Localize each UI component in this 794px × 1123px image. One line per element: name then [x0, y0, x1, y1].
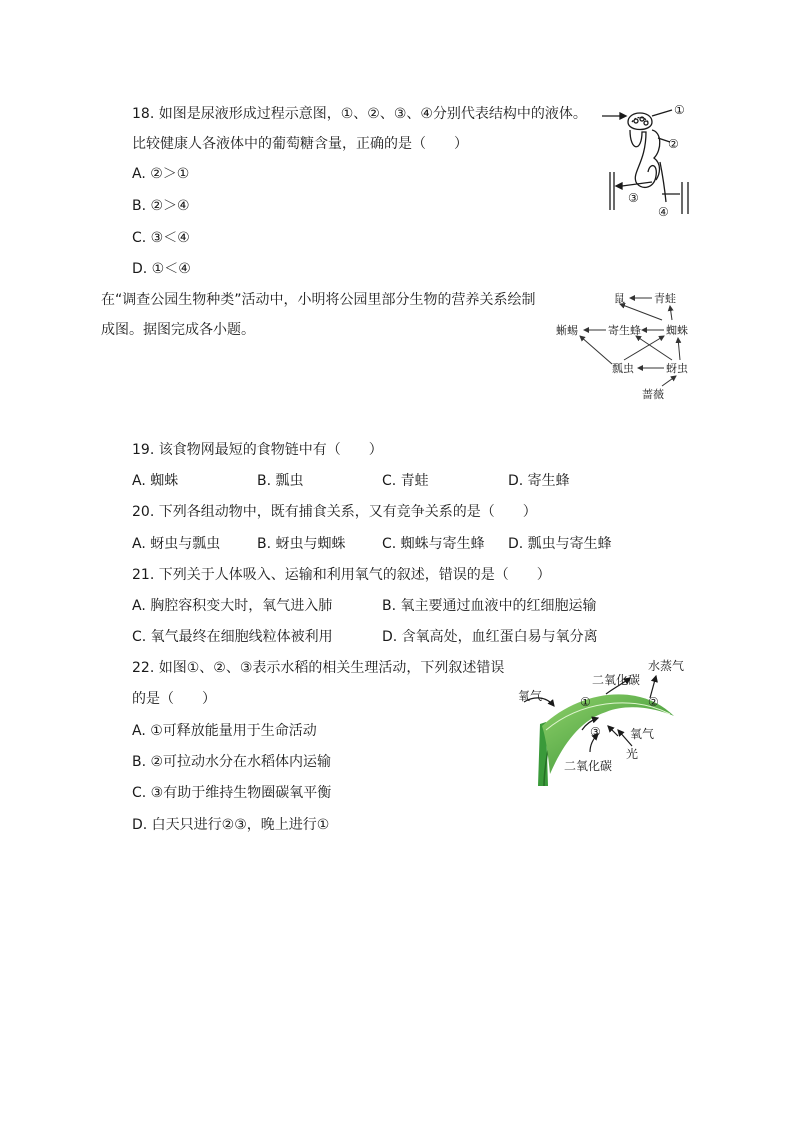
q22-option-b: B. ②可拉动水分在水稻体内运输	[132, 754, 332, 770]
foodweb-frog: 青蛙	[654, 292, 676, 305]
q19-option-d: D. 寄生蜂	[508, 473, 570, 489]
nephron-label-4: ④	[658, 205, 669, 218]
q21-option-a: A. 胸腔容积变大时，氧气进入肺	[132, 598, 333, 614]
foodweb-lizard: 蜥蜴	[556, 324, 578, 337]
q18-option-a: A. ②＞①	[132, 166, 190, 182]
q21-option-b: B. 氧主要通过血液中的红细胞运输	[382, 598, 597, 614]
rice-co2-top: 二氧化碳	[592, 673, 641, 687]
foodweb-rat: 鼠	[614, 292, 625, 305]
q18-option-d: D. ①＜④	[132, 261, 191, 277]
q18-stem-line2: 比较健康人各液体中的葡萄糖含量，正确的是（ ）	[132, 136, 468, 152]
rice-circle-3: ③	[590, 725, 601, 739]
q19-stem: 19. 该食物网最短的食物链中有（ ）	[132, 442, 383, 458]
nephron-label-2: ②	[668, 137, 679, 151]
q22-option-c: C. ③有助于维持生物圈碳氧平衡	[132, 785, 332, 801]
food-web-diagram	[550, 286, 700, 402]
rice-circle-2: ②	[648, 695, 659, 709]
q20-stem: 20. 下列各组动物中，既有捕食关系，又有竞争关系的是（ ）	[132, 504, 537, 520]
q18-stem-line1: 18. 如图是尿液形成过程示意图，①、②、③、④分别代表结构中的液体。	[132, 106, 587, 122]
nephron-label-1: ①	[674, 103, 685, 117]
q20-option-d: D. 瓢虫与寄生蜂	[508, 536, 612, 552]
q22-option-d: D. 白天只进行②③，晚上进行①	[132, 817, 330, 833]
rice-circle-1: ①	[580, 695, 591, 709]
q18-option-c: C. ③＜④	[132, 230, 190, 246]
foodweb-aphid: 蚜虫	[666, 362, 688, 375]
q21-option-d: D. 含氧高处，血红蛋白易与氧分离	[382, 629, 598, 645]
rice-oxygen-right: 氧气	[630, 727, 655, 741]
foodweb-ladybug: 瓢虫	[612, 362, 634, 375]
q19-option-c: C. 青蛙	[382, 473, 429, 489]
foodweb-spider: 蜘蛛	[666, 324, 688, 337]
intro-line2: 成图。据图完成各小题。	[101, 322, 255, 338]
q21-stem: 21. 下列关于人体吸入、运输和利用氧气的叙述，错误的是（ ）	[132, 567, 551, 583]
q18-option-b: B. ②＞④	[132, 198, 190, 214]
q20-option-b: B. 蚜虫与蜘蛛	[257, 536, 346, 552]
q22-option-a: A. ①可释放能量用于生命活动	[132, 723, 317, 739]
q20-option-a: A. 蚜虫与瓢虫	[132, 536, 221, 552]
q22-stem-line1: 22. 如图①、②、③表示水稻的相关生理活动，下列叙述错误	[132, 660, 505, 676]
nephron-diagram	[602, 102, 696, 218]
q19-option-b: B. 瓢虫	[257, 473, 304, 489]
foodweb-wasp: 寄生蜂	[608, 324, 641, 337]
q21-option-c: C. 氧气最终在细胞线粒体被利用	[132, 629, 333, 645]
intro-line1: 在“调查公园生物种类”活动中，小明将公园里部分生物的营养关系绘制	[101, 292, 536, 308]
rice-oxygen-left: 氧气	[518, 689, 543, 703]
rice-co2-bottom: 二氧化碳	[564, 759, 613, 773]
nephron-label-3: ③	[628, 191, 639, 205]
q20-option-c: C. 蜘蛛与寄生蜂	[382, 536, 485, 552]
foodweb-rose: 蔷薇	[642, 388, 664, 401]
rice-water-vapor: 水蒸气	[648, 659, 685, 673]
rice-light: 光	[626, 747, 639, 761]
q22-stem-line2: 的是（ ）	[132, 691, 216, 707]
rice-leaf-diagram	[510, 654, 700, 786]
q19-option-a: A. 蜘蛛	[132, 473, 179, 489]
